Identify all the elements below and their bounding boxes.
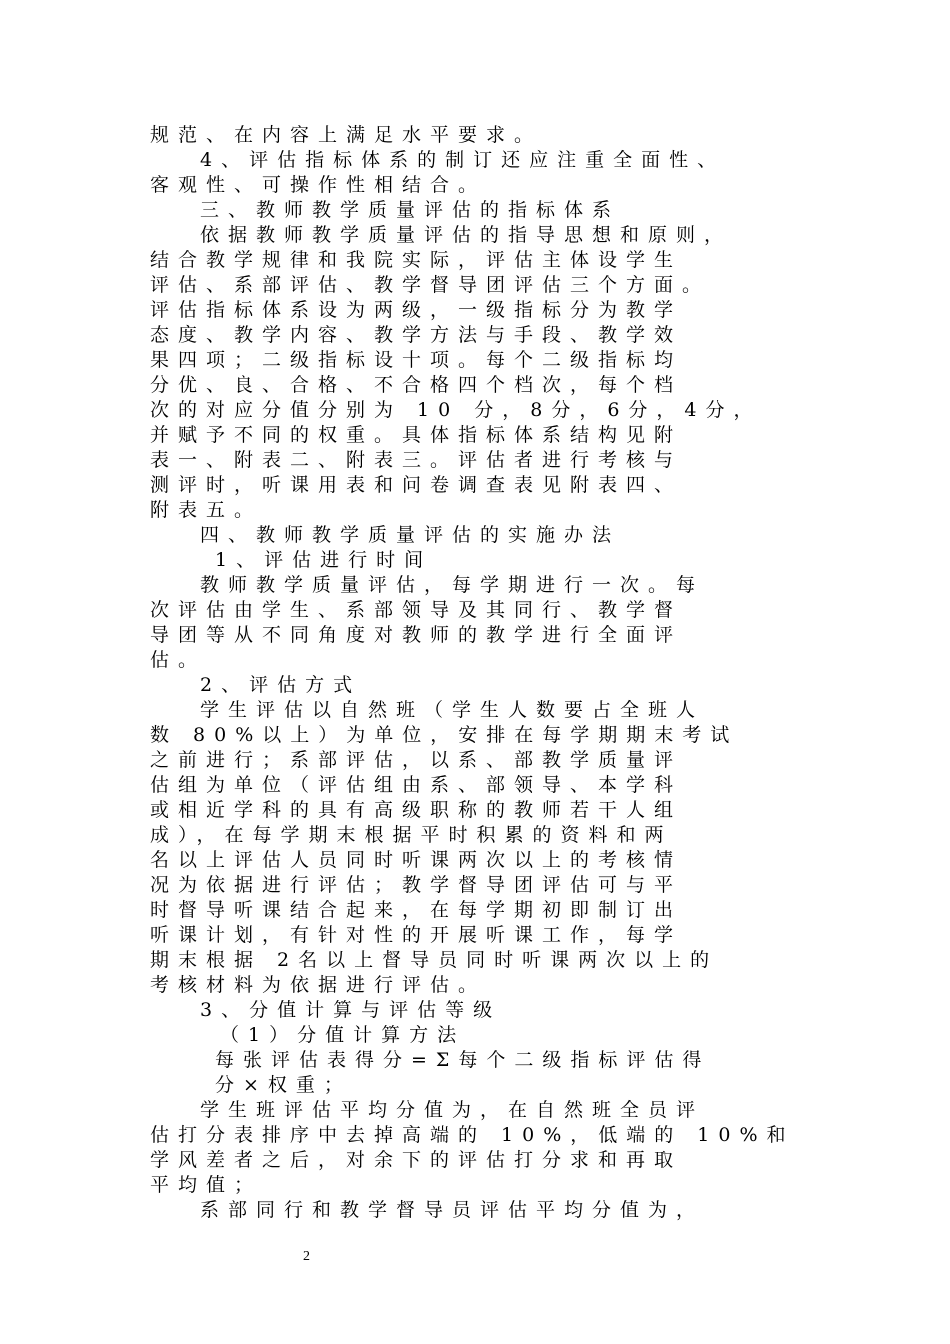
section-heading: 三、教师教学质量评估的指标体系 — [200, 199, 621, 221]
text-line: 4、评估指标体系的制订还应注重全面性、 — [200, 149, 726, 171]
text-line: 结合教学规律和我院实际，评估主体设学生 — [150, 249, 683, 271]
text-line: 之前进行；系部评估，以系、部教学质量评 — [150, 749, 683, 771]
text-line: 评估指标体系设为两级，一级指标分为教学 — [150, 299, 683, 321]
text-line: 数 80%以上）为单位，安排在每学期期末考试 — [150, 724, 739, 746]
text-line: 系部同行和教学督导员评估平均分值为， — [200, 1199, 705, 1221]
text-line: 时督导听课结合起来，在每学期初即制订出 — [150, 899, 683, 921]
subsection-heading: （1）分值计算方法 — [220, 1024, 466, 1046]
text-line: 并赋予不同的权重。具体指标体系结构见附 — [150, 424, 683, 446]
text-line: 分优、良、合格、不合格四个档次，每个档 — [150, 374, 683, 396]
text-line: 况为依据进行评估；教学督导团评估可与平 — [150, 874, 683, 896]
text-line: 表一、附表二、附表三。评估者进行考核与 — [150, 449, 683, 471]
text-line: 平均值； — [150, 1174, 263, 1196]
text-line: 听课计划，有针对性的开展听课工作，每学 — [150, 924, 683, 946]
text-line: 次的对应分值分别为 10 分，8分，6分，4分， — [150, 399, 762, 421]
text-line: 测评时，听课用表和问卷调查表见附表四、 — [150, 474, 683, 496]
formula-line: 分×权重； — [215, 1074, 352, 1096]
text-line: 学风差者之后，对余下的评估打分求和再取 — [150, 1149, 683, 1171]
text-line: 规范、在内容上满足水平要求。 — [150, 124, 543, 146]
text-line: 学生评估以自然班（学生人数要占全班人 — [200, 699, 705, 721]
subsection-heading: 2、评估方式 — [200, 674, 362, 696]
text-line: 附表五。 — [150, 499, 263, 521]
text-line: 教师教学质量评估，每学期进行一次。每 — [200, 574, 705, 596]
text-line: 考核材料为依据进行评估。 — [150, 974, 487, 996]
subsection-heading: 1、评估进行时间 — [215, 549, 433, 571]
text-line: 估打分表排序中去掉高端的 10%，低端的 10%和 — [150, 1124, 795, 1146]
text-line: 期末根据 2名以上督导员同时听课两次以上的 — [150, 949, 719, 971]
text-line: 态度、教学内容、教学方法与手段、教学效 — [150, 324, 683, 346]
page-number: 2 — [303, 1249, 310, 1264]
text-line: 果四项；二级指标设十项。每个二级指标均 — [150, 349, 683, 371]
text-line: 或相近学科的具有高级职称的教师若干人组 — [150, 799, 683, 821]
text-line: 估。 — [150, 649, 207, 671]
formula-line: 每张评估表得分=Σ每个二级指标评估得 — [215, 1049, 711, 1071]
text-line: 客观性、可操作性相结合。 — [150, 174, 487, 196]
section-heading: 四、教师教学质量评估的实施办法 — [200, 524, 621, 546]
text-line: 依据教师教学质量评估的指导思想和原则， — [200, 224, 733, 246]
text-line: 成），在每学期末根据平时积累的资料和两 — [150, 824, 673, 846]
text-line: 估组为单位（评估组由系、部领导、本学科 — [150, 774, 683, 796]
subsection-heading: 3、分值计算与评估等级 — [200, 999, 502, 1021]
text-line: 学生班评估平均分值为，在自然班全员评 — [200, 1099, 705, 1121]
text-line: 评估、系部评估、教学督导团评估三个方面。 — [150, 274, 711, 296]
text-line: 导团等从不同角度对教师的教学进行全面评 — [150, 624, 683, 646]
text-line: 名以上评估人员同时听课两次以上的考核情 — [150, 849, 683, 871]
text-line: 次评估由学生、系部领导及其同行、教学督 — [150, 599, 683, 621]
